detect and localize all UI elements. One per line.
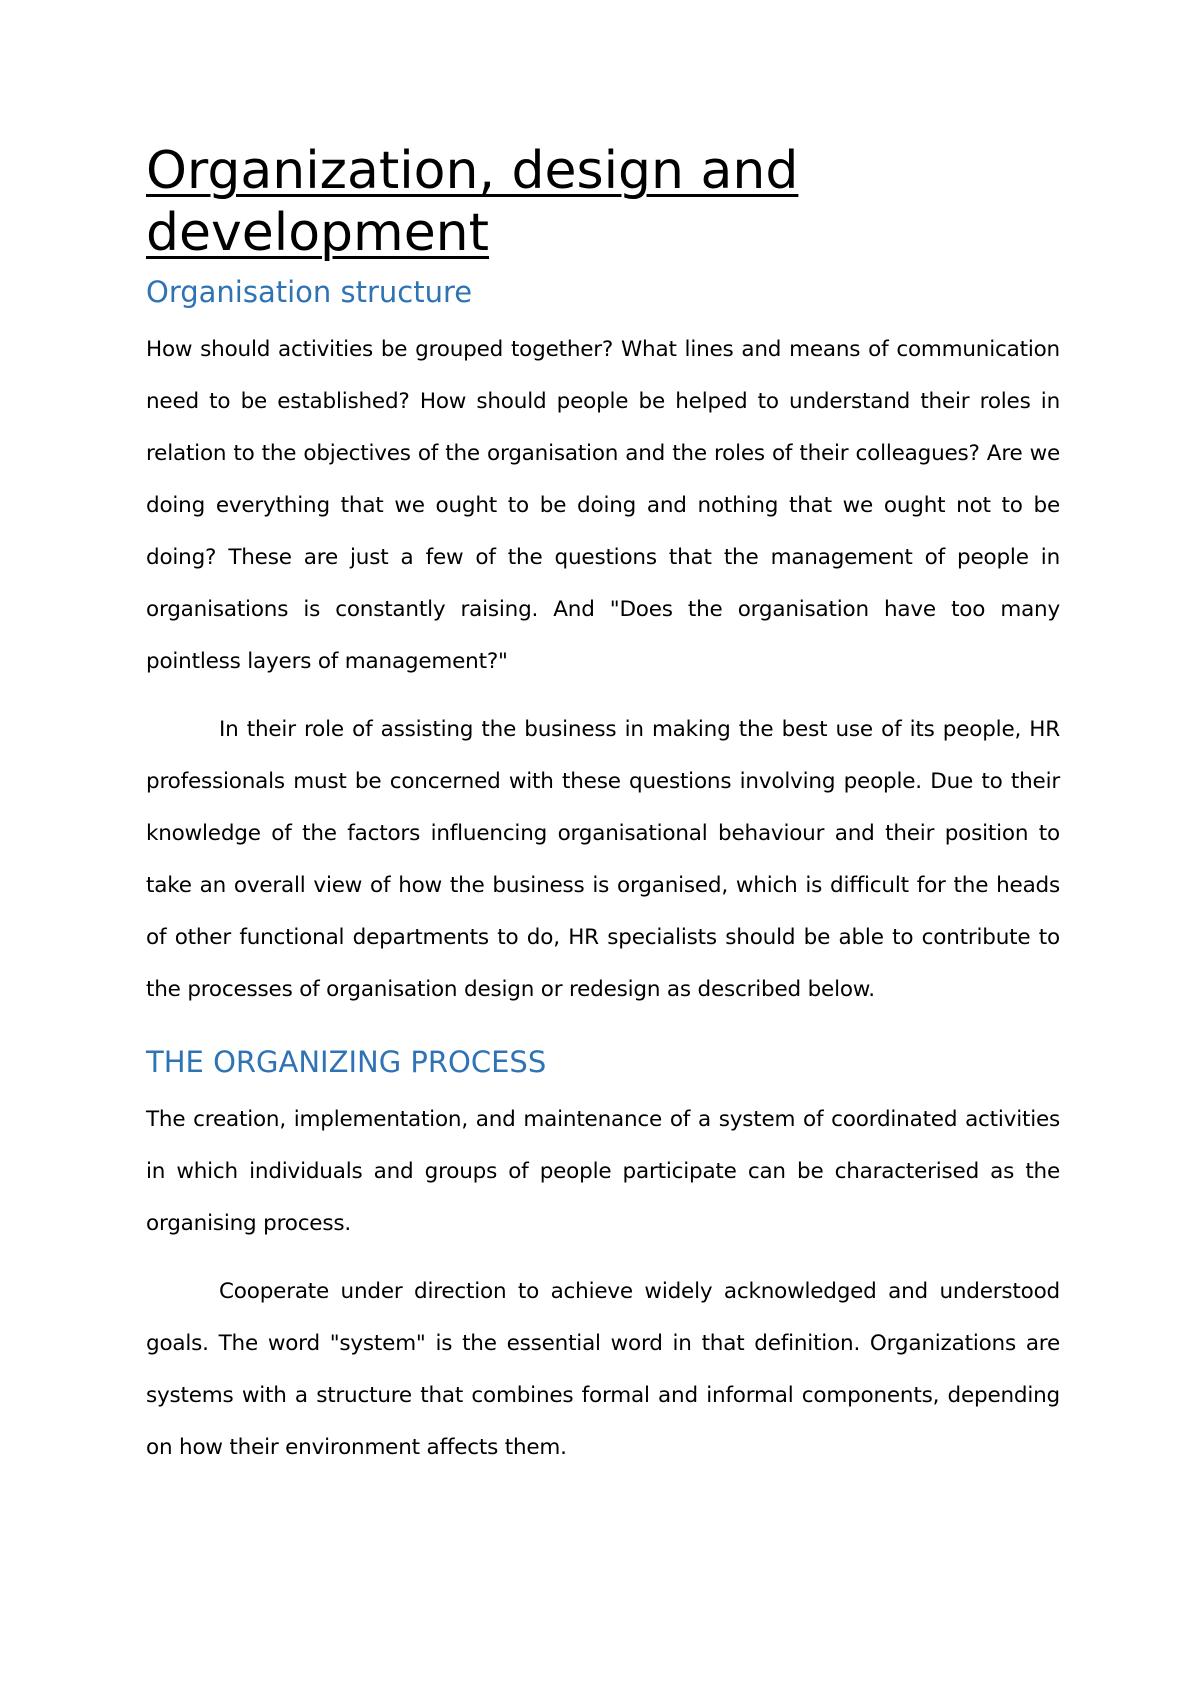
document-title: Organization, design and development [146, 141, 799, 263]
paragraph: The creation, implementation, and maintenance of a system of coordinated activities in which individuals and groups of people participate can be characterised as the organising process. [146, 1107, 1060, 1236]
section-heading: Organisation structure [146, 275, 473, 309]
section-organizing-process [146, 1042, 1060, 1474]
paragraph: In their role of assisting the business in making the best use of its people, HR professionals must be concerned with these questions involving people. Due to their knowledge of the factors influencing organisational behaviour and their position to take an overall view of how the business is organised, which is difficult for the heads of other functional departments to do, HR specialists should be able to contribute to the processes of organisation design or redesign as described below. [146, 717, 1060, 1002]
document-body [146, 140, 1060, 1474]
section-heading: THE ORGANIZING PROCESS [146, 1045, 547, 1079]
paragraph: Cooperate under direction to achieve widely acknowledged and understood goals. The word "system" is the essential word in that definition. Organizations are systems with a structure that combines formal and informal components, depending on how their environment affects them. [146, 1279, 1060, 1460]
paragraph: How should activities be grouped together? What lines and means of communication need to be established? How should people be helped to understand their roles in relation to the objectives of the organisation and the roles of their colleagues? Are we doing everything that we ought to be doing and nothing that we ought not to be doing? These are just a few of the questions that the management of people in organisations is constantly raising. And "Does the organisation have too many pointless layers of management?" [146, 337, 1060, 674]
section-organisation-structure [146, 272, 1060, 1016]
